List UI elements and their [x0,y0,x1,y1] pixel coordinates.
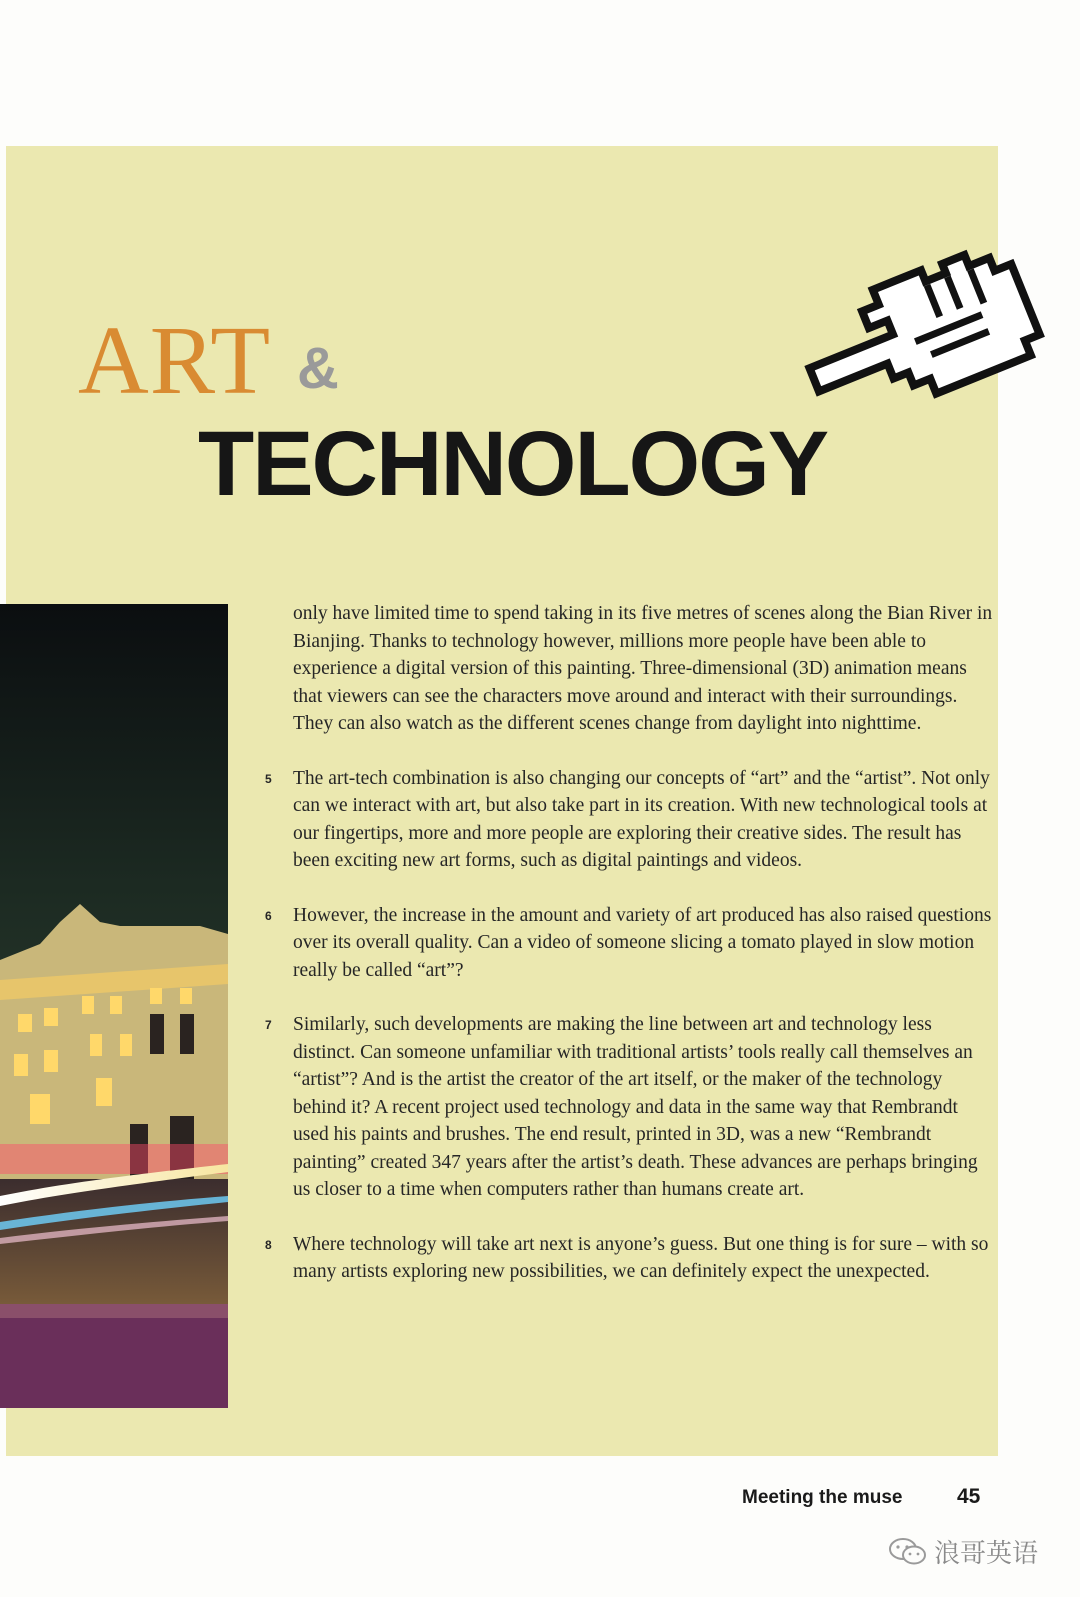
paragraph-number: 8 [265,1237,272,1252]
paragraph-8 [265,1231,993,1286]
paragraph-number: 5 [265,771,272,786]
paragraph-text: The art-tech combination is also changing our concepts of “art” and the “artist”. Not only can we interact with art, but also take part in its creation. With new technological tools at our fingertips, more and more people are exploring their creative sides. The result has been exciting new art forms, such as digital paintings and videos. [293,767,990,871]
watermark-text: 浪哥英语 [934,1539,1039,1569]
title-art: ART [78,307,272,415]
paragraph-number: 6 [265,908,272,923]
paragraph-7 [265,1011,993,1204]
pointing-hand-cursor-icon [790,228,1052,414]
title-ampersand: & [297,336,339,401]
wechat-icon [888,1537,928,1567]
watermark [888,1533,1038,1570]
article-body [265,600,993,1313]
paragraph-text: Similarly, such developments are making the line between art and technology less distinct. Can someone unfamiliar with traditional artists’ tools really call themselves an “artist”? And is the artist the creator of the art itself, or the maker of the technology behind it? A recent project used technology and data in the same way that Rembrandt used his paints and brushes. The end result, printed in 3D, was a new “Rembrandt painting” created 347 years after the artist’s death. These advances are perhaps bringing us closer to a time when computers rather than humans create art. [293,1014,978,1200]
paragraph-5 [265,765,993,875]
title-technology: TECHNOLOGY [198,413,828,515]
paragraph-number: 7 [265,1018,272,1032]
paragraph-6 [265,902,993,985]
paragraph-continued [293,600,993,738]
page-number: 45 [957,1485,981,1508]
night-street-photo [0,604,228,1408]
paragraph-text: However, the increase in the amount and variety of art produced has also raised questions over its overall quality. Can a video of someone slicing a tomato played in slow motion really be called “art”? [293,904,992,981]
footer-section-title: Meeting the muse [742,1487,903,1508]
paragraph-text: Where technology will take art next is anyone’s guess. But one thing is for sure – with so many artists exploring new possibilities, we can definitely expect the unexpected. [293,1233,989,1282]
paragraph-text: only have limited time to spend taking in its five metres of scenes along the Bian River in Bianjing. Thanks to technology however, millions more people have been able to experience a digital version of this painting. Three-dimensional (3D) animation means that viewers can see the characters move around and interact with their surroundings. They can also watch as the different scenes change from daylight into nighttime. [293,603,993,734]
